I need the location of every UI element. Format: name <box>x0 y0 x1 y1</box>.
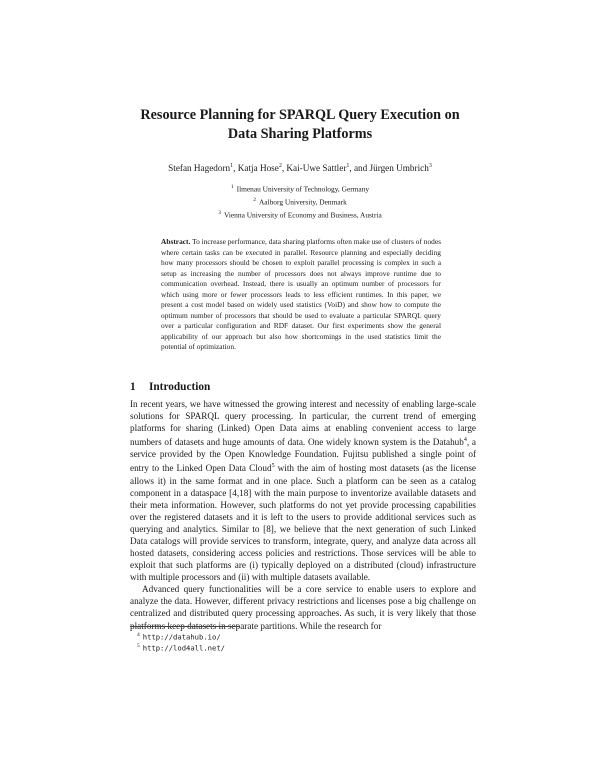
affiliation-text: Aalborg University, Denmark <box>258 197 347 207</box>
title-line-2: Data Sharing Platforms <box>227 126 373 142</box>
paragraph-text: ], we believe that the next generation of such Linked Data catalogs will provide services to transform, integrate, query, and analyze data across all hosted datasets, considering access policies and restrictions. Those services will be able to exploit that such platforms are (i) typically deployed on a distributed (cloud) infrastructure with multiple processors and (ii) with multiple datasets available. <box>130 523 476 583</box>
affiliation <box>120 208 480 221</box>
affiliation-list <box>120 182 480 220</box>
paragraph: Advanced query functionalities will be a core service to enable users to explore and analyze the data. However, different privacy restrictions and licenses pose a big challenge on centralized and distributed query processing approaches. As such, it is very likely that those platforms keep datasets in separate partitions. While the research for <box>130 584 476 631</box>
section-body <box>130 398 476 632</box>
abstract-label: Abstract. <box>161 237 191 246</box>
section-heading <box>130 381 210 393</box>
footnote <box>137 631 225 642</box>
abstract <box>161 237 441 353</box>
paper-title <box>120 106 480 144</box>
affiliation-text: Vienna University of Economy and Business, Austria <box>223 210 382 219</box>
author-mark: 2 <box>278 163 282 169</box>
section-number: 1 <box>130 381 136 393</box>
author-separator: , and <box>349 163 370 174</box>
footnote-divider <box>130 626 240 627</box>
footnote-link[interactable]: http://datahub.io/ <box>142 632 221 642</box>
footnote-mark: 4 <box>137 632 140 638</box>
paragraph-text: , a service provided by the Open Knowledge Foundation. Fujitsu published a single point of entry to the Linked Open Data Cloud <box>130 437 476 474</box>
footnote-marker[interactable]: 5 <box>271 463 275 470</box>
affiliation-text: Ilmenau University of Technology, Germany <box>236 184 370 194</box>
footnote <box>137 642 225 653</box>
paragraph-text: In recent years, we have witnessed the growing interest and necessity of enabling large-scale solutions for SPARQL query processing. In particular, the current trend of emerging platforms for sharing (Linked) Open Data aims at enabling convenient access to large numbers of datasets and huge amounts of data. One widely known system is the Datahub <box>130 399 476 448</box>
author-mark: 1 <box>230 163 234 169</box>
paragraph-text: with the aim of hosting most datasets (as the license allows it) in the same format and in one place. Such a platform can be seen as a catalog component in a dataspace [ <box>130 463 476 498</box>
abstract-text: To increase performance, data sharing platforms often make use of clusters of nodes where certain tasks can be executed in parallel. Resource planning and especially deciding how many processors should be chosen to exploit parallel processing is complex in such a setup as increasing the number of processors does not always improve runtime due to communication overhead. Instead, there is usually an optimum number of processors for which using more or fewer processors leads to less efficient runtimes. In this paper, we present a cost model based on widely used statistics (VoiD) and show how to compute the optimum number of processors that should be used to evaluate a particular SPARQL query over a particular configuration and RDF dataset. Our first experiments show the general applicability of our approach but also how shortcomings in the used statistics limit the potential of optimization. <box>161 237 442 352</box>
author-mark: 1 <box>346 163 350 169</box>
author-name: Katja Hose <box>237 163 279 174</box>
citation-link[interactable]: 18 <box>239 487 249 498</box>
paragraph-text: ] with the main purpose to inventorize available datasets and their meta information. However, such platforms do not yet provide processing capabilities over the registered datasets and it is left to the users to provide additional services such as querying and analytics. Similar to [ <box>130 487 476 534</box>
author-name: Jürgen Umbrich <box>369 163 429 174</box>
affiliation <box>120 195 480 208</box>
title-line-1: Resource Planning for SPARQL Query Execution on <box>140 107 460 123</box>
author-separator: , <box>233 163 238 174</box>
author-name: Stefan Hagedorn <box>168 163 231 174</box>
affiliation-mark: 2 <box>253 196 256 203</box>
affiliation <box>120 182 480 195</box>
section-title: Introduction <box>149 381 211 393</box>
citation-separator: , <box>236 487 240 498</box>
citation-link[interactable]: 4 <box>232 487 237 498</box>
author-name: Kai-Uwe Sattler <box>286 163 347 174</box>
author-list <box>60 160 540 174</box>
footnotes <box>137 631 225 653</box>
author-separator: , <box>281 163 287 174</box>
footnote-mark: 5 <box>137 642 140 649</box>
citation-link[interactable]: 8 <box>266 523 271 534</box>
affiliation-mark: 1 <box>230 184 234 190</box>
author-mark: 3 <box>428 163 432 169</box>
footnote-marker[interactable]: 4 <box>463 437 467 444</box>
paragraph <box>130 398 476 583</box>
affiliation-mark: 3 <box>218 209 221 216</box>
footnote-link[interactable]: http://lod4all.net/ <box>142 643 225 653</box>
